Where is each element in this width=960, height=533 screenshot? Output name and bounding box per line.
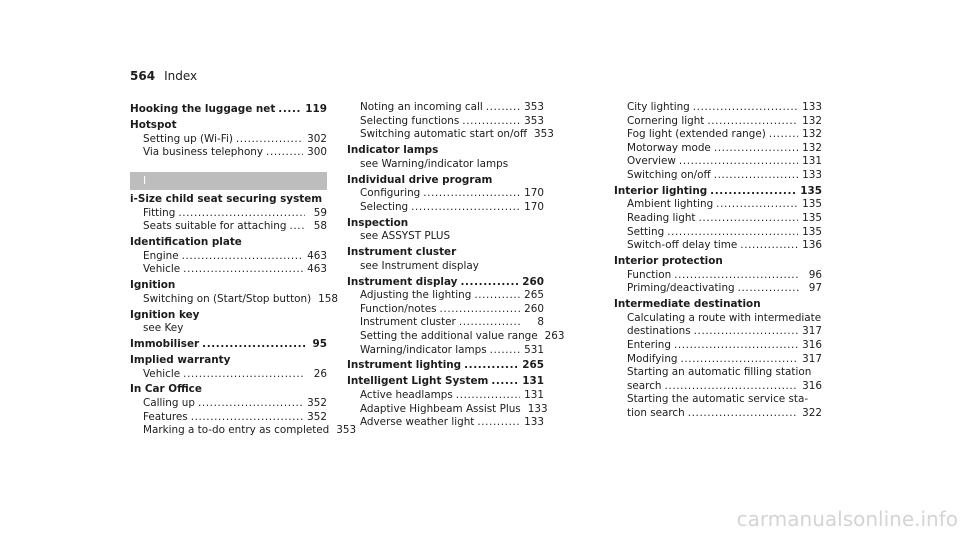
entry-page-ref[interactable]: 95 bbox=[312, 338, 327, 351]
entry-term: Function bbox=[627, 268, 672, 281]
entry-term: i-Size child seat securing system bbox=[130, 192, 323, 205]
entry-page-ref[interactable]: 317 bbox=[802, 325, 822, 338]
index-subentry bbox=[347, 289, 544, 303]
dot-leader bbox=[462, 115, 520, 129]
entry-page-ref[interactable]: 353 bbox=[336, 424, 357, 437]
entry-term: Features bbox=[143, 410, 188, 423]
dot-leader bbox=[769, 128, 798, 142]
entry-term: Engine bbox=[143, 249, 179, 262]
entry-term: Vehicle bbox=[143, 263, 181, 276]
index-column-3 bbox=[614, 101, 822, 421]
index-entry bbox=[347, 375, 544, 389]
watermark: carmanualsonline.info bbox=[736, 507, 958, 531]
index-subentry bbox=[130, 133, 327, 147]
index-entry bbox=[130, 338, 327, 352]
index-entry bbox=[614, 298, 822, 312]
entry-term: Setting the additional value range bbox=[360, 329, 538, 342]
entry-page-ref[interactable]: 96 bbox=[808, 268, 822, 281]
entry-page-ref[interactable]: 353 bbox=[524, 101, 544, 113]
index-subentry bbox=[130, 220, 327, 234]
entry-term: Noting an incoming call bbox=[360, 101, 483, 113]
dot-leader bbox=[714, 169, 798, 183]
dot-leader bbox=[694, 325, 799, 339]
dot-leader bbox=[183, 263, 303, 277]
page-header bbox=[130, 69, 197, 83]
dot-leader bbox=[456, 389, 520, 403]
dot-leader bbox=[474, 289, 520, 303]
index-subentry bbox=[614, 282, 822, 296]
entry-term: Modifying bbox=[627, 352, 678, 365]
entry-term: Interior lighting bbox=[614, 184, 708, 197]
entry-page-ref[interactable]: 170 bbox=[524, 187, 544, 200]
dot-leader bbox=[290, 220, 306, 234]
index-entry bbox=[347, 217, 544, 231]
index-subentry bbox=[614, 169, 822, 183]
index-subentry bbox=[130, 263, 327, 277]
dot-leader bbox=[491, 375, 518, 389]
entry-term: Intelligent Light System bbox=[347, 375, 489, 388]
index-subentry bbox=[347, 158, 544, 172]
dot-leader bbox=[716, 198, 798, 212]
entry-page-ref[interactable]: 463 bbox=[307, 249, 327, 262]
dot-leader bbox=[693, 101, 798, 115]
dot-leader bbox=[486, 101, 520, 115]
dot-leader bbox=[278, 103, 301, 117]
entry-page-ref[interactable]: 97 bbox=[808, 282, 822, 295]
dot-leader bbox=[681, 353, 799, 367]
entry-page-ref[interactable]: 133 bbox=[524, 416, 544, 429]
entry-term: Seats suitable for attaching bbox=[143, 220, 287, 233]
dot-leader bbox=[411, 201, 520, 215]
entry-term: Fitting bbox=[143, 206, 176, 219]
dot-leader bbox=[440, 303, 521, 317]
entry-page-ref[interactable]: 135 bbox=[800, 184, 822, 197]
dot-leader bbox=[236, 133, 303, 147]
dot-leader bbox=[667, 226, 798, 240]
dot-leader bbox=[707, 115, 798, 129]
entry-term: see ASSYST PLUS bbox=[360, 230, 451, 243]
entry-term: Adaptive Highbeam Assist Plus bbox=[360, 402, 521, 415]
index-subentry bbox=[614, 155, 822, 169]
entry-page-ref[interactable]: 263 bbox=[544, 329, 565, 342]
index-subentry bbox=[347, 201, 544, 215]
index-subentry bbox=[614, 101, 822, 115]
index-subentry bbox=[347, 402, 548, 417]
entry-term: Switching on (Start/Stop button) bbox=[143, 292, 312, 305]
entry-page-ref[interactable]: 260 bbox=[524, 302, 544, 315]
entry-page-ref[interactable]: 322 bbox=[802, 406, 822, 419]
entry-term: Selecting bbox=[360, 200, 409, 213]
dot-leader bbox=[182, 250, 304, 264]
entry-term: Entering bbox=[627, 338, 671, 351]
dot-leader bbox=[710, 185, 796, 199]
index-subentry bbox=[130, 411, 327, 425]
entry-term: Calling up bbox=[143, 397, 195, 410]
entry-term: Ambient lighting bbox=[627, 198, 714, 211]
entry-term: see Warning/indicator lamps bbox=[360, 157, 509, 170]
dot-leader bbox=[665, 380, 799, 394]
index-subentry bbox=[130, 207, 327, 221]
entry-term: Instrument cluster bbox=[347, 246, 457, 259]
entry-page-ref[interactable]: 136 bbox=[802, 239, 822, 252]
index-subentry bbox=[614, 198, 822, 212]
entry-page-ref[interactable]: 59 bbox=[313, 206, 327, 219]
entry-term: Calculating a route with intermediate bbox=[627, 311, 822, 324]
entry-term: Adverse weather light bbox=[360, 416, 475, 429]
entry-page-ref[interactable]: 300 bbox=[307, 146, 327, 159]
index-subentry bbox=[130, 397, 327, 411]
entry-term: Priming/deactivating bbox=[627, 282, 735, 295]
entry-page-ref[interactable]: 133 bbox=[527, 402, 548, 415]
entry-page-ref[interactable]: 260 bbox=[522, 275, 544, 288]
entry-term: Hotspot bbox=[130, 119, 177, 132]
index-subentry bbox=[347, 389, 544, 403]
entry-term: Interior protection bbox=[614, 255, 723, 268]
index-subentry bbox=[347, 303, 544, 317]
entry-page-ref[interactable]: 353 bbox=[534, 128, 554, 141]
entry-term: Inspection bbox=[347, 216, 409, 229]
entry-term: tion search bbox=[627, 406, 685, 419]
entry-term: Selecting functions bbox=[360, 114, 460, 127]
entry-page-ref[interactable]: 132 bbox=[802, 141, 822, 154]
entry-term: Instrument display bbox=[347, 275, 458, 288]
index-column-2 bbox=[347, 101, 565, 430]
entry-term: Via business telephony bbox=[143, 146, 264, 159]
entry-page-ref[interactable]: 316 bbox=[802, 379, 822, 392]
entry-term: Warning/indicator lamps bbox=[360, 343, 487, 356]
index-subentry bbox=[130, 146, 327, 160]
entry-page-ref[interactable]: 135 bbox=[802, 212, 822, 225]
entry-term: Implied warranty bbox=[130, 353, 231, 366]
dot-leader bbox=[266, 146, 303, 160]
index-entry bbox=[347, 359, 544, 373]
entry-page-ref[interactable]: 158 bbox=[318, 292, 339, 305]
dot-leader bbox=[688, 407, 798, 421]
dot-leader bbox=[459, 316, 522, 330]
entry-term: destinations bbox=[627, 325, 691, 338]
index-entry bbox=[130, 103, 327, 117]
index-entry bbox=[347, 276, 544, 290]
entry-term: Intermediate destination bbox=[614, 298, 761, 311]
dot-leader bbox=[490, 344, 521, 358]
dot-leader bbox=[714, 142, 798, 156]
dot-leader bbox=[679, 155, 798, 169]
dot-leader bbox=[183, 368, 305, 382]
index-subentry bbox=[614, 226, 822, 240]
index-subentry bbox=[130, 424, 357, 438]
entry-term: Configuring bbox=[360, 187, 421, 200]
index-subentry bbox=[614, 312, 822, 326]
index-subentry bbox=[614, 380, 822, 394]
entry-term: Marking a to-do entry as completed bbox=[143, 424, 330, 437]
index-subentry bbox=[347, 128, 554, 142]
section-letter-bar: I bbox=[130, 172, 327, 190]
index-entry bbox=[347, 246, 544, 260]
entry-page-ref[interactable]: 131 bbox=[522, 375, 544, 388]
index-entry bbox=[130, 279, 327, 293]
entry-term: City lighting bbox=[627, 101, 690, 113]
entry-term: Ignition bbox=[130, 279, 176, 292]
entry-term: In Car Office bbox=[130, 383, 202, 396]
entry-page-ref[interactable]: 131 bbox=[524, 388, 544, 401]
entry-term: Individual drive program bbox=[347, 173, 493, 186]
index-subentry bbox=[614, 339, 822, 353]
entry-page-ref[interactable]: 135 bbox=[802, 225, 822, 238]
entry-term: see Instrument display bbox=[360, 259, 479, 272]
index-entry bbox=[130, 193, 327, 207]
entry-page-ref[interactable]: 132 bbox=[802, 114, 822, 127]
entry-page-ref[interactable]: 531 bbox=[524, 343, 544, 356]
entry-term: Starting an automatic filling station bbox=[627, 366, 812, 379]
dot-leader bbox=[178, 207, 305, 221]
index-subentry bbox=[614, 212, 822, 226]
entry-term: Active headlamps bbox=[360, 388, 453, 401]
index-subentry bbox=[347, 416, 544, 430]
entry-page-ref[interactable]: 352 bbox=[307, 410, 327, 423]
entry-page-ref[interactable]: 265 bbox=[524, 289, 544, 302]
dot-leader bbox=[423, 187, 520, 201]
dot-leader bbox=[738, 282, 800, 296]
index-subentry bbox=[347, 329, 565, 344]
entry-term: Motorway mode bbox=[627, 141, 711, 154]
entry-page-ref[interactable]: 58 bbox=[313, 220, 327, 233]
entry-term: Setting bbox=[627, 225, 665, 238]
index-subentry bbox=[347, 344, 544, 358]
index-subentry bbox=[347, 230, 544, 244]
dot-leader bbox=[191, 411, 303, 425]
index-subentry bbox=[347, 187, 544, 201]
entry-term: see Key bbox=[143, 322, 184, 335]
index-subentry bbox=[614, 128, 822, 142]
page-number: 564 bbox=[130, 69, 156, 83]
entry-term: Function/notes bbox=[360, 302, 437, 315]
dot-leader bbox=[740, 239, 798, 253]
index-subentry bbox=[614, 353, 822, 367]
index-entry bbox=[130, 383, 327, 397]
entry-term: Switching automatic start on/off bbox=[360, 128, 528, 141]
entry-term: Fog light (extended range) bbox=[627, 128, 766, 141]
entry-page-ref[interactable]: 170 bbox=[524, 200, 544, 213]
entry-term: Instrument lighting bbox=[347, 359, 462, 372]
dot-leader bbox=[464, 359, 518, 373]
index-subentry bbox=[614, 142, 822, 156]
entry-term: Reading light bbox=[627, 212, 696, 225]
index-subentry bbox=[614, 393, 822, 407]
index-subentry bbox=[130, 292, 339, 307]
index-subentry bbox=[347, 115, 544, 129]
entry-page-ref[interactable]: 265 bbox=[522, 359, 544, 372]
entry-page-ref[interactable]: 133 bbox=[802, 168, 822, 181]
entry-page-ref[interactable]: 132 bbox=[802, 128, 822, 141]
index-entry bbox=[614, 185, 822, 199]
index-subentry bbox=[347, 316, 544, 330]
dot-leader bbox=[674, 269, 800, 283]
entry-page-ref[interactable]: 353 bbox=[524, 114, 544, 127]
entry-term: Adjusting the lighting bbox=[360, 289, 472, 302]
entry-page-ref[interactable]: 133 bbox=[802, 101, 822, 113]
index-subentry bbox=[614, 325, 822, 339]
entry-term: search bbox=[627, 379, 662, 392]
entry-term: Identification plate bbox=[130, 236, 242, 249]
entry-term: Ignition key bbox=[130, 308, 200, 321]
index-subentry bbox=[614, 366, 822, 380]
dot-leader bbox=[699, 212, 799, 226]
entry-page-ref[interactable]: 352 bbox=[307, 397, 327, 410]
entry-term: Setting up (Wi-Fi) bbox=[143, 132, 233, 145]
index-entry bbox=[130, 119, 327, 133]
entry-page-ref[interactable]: 463 bbox=[307, 263, 327, 276]
index-entry bbox=[347, 174, 544, 188]
index-subentry bbox=[614, 407, 822, 421]
dot-leader bbox=[202, 338, 305, 352]
entry-term: Starting the automatic service sta- bbox=[627, 393, 809, 406]
dot-leader bbox=[460, 276, 518, 290]
entry-term: Indicator lamps bbox=[347, 144, 439, 157]
entry-page-ref[interactable]: 131 bbox=[802, 155, 822, 168]
index-subentry bbox=[130, 368, 327, 382]
index-subentry bbox=[130, 250, 327, 264]
index-entry bbox=[130, 309, 327, 323]
index-entry bbox=[130, 236, 327, 250]
entry-page-ref[interactable]: 135 bbox=[802, 198, 822, 211]
entry-page-ref[interactable]: 317 bbox=[802, 352, 822, 365]
page-title: Index bbox=[164, 69, 198, 83]
dot-leader bbox=[674, 339, 798, 353]
entry-page-ref[interactable]: 316 bbox=[802, 338, 822, 351]
index-subentry bbox=[614, 239, 822, 253]
index-subentry bbox=[347, 260, 544, 274]
index-subentry bbox=[347, 101, 544, 115]
entry-page-ref[interactable]: 26 bbox=[313, 367, 327, 380]
entry-term: Immobiliser bbox=[130, 338, 200, 351]
dot-leader bbox=[198, 397, 303, 411]
entry-term: Cornering light bbox=[627, 114, 705, 127]
entry-term: Vehicle bbox=[143, 367, 181, 380]
entry-term: Hooking the luggage net bbox=[130, 103, 276, 116]
index-entry bbox=[614, 255, 822, 269]
index-entry bbox=[347, 144, 544, 158]
index-column-1 bbox=[130, 101, 357, 438]
index-entry bbox=[130, 354, 327, 368]
entry-term: Switch-off delay time bbox=[627, 239, 738, 252]
index-subentry bbox=[614, 115, 822, 129]
dot-leader bbox=[477, 416, 520, 430]
entry-page-ref[interactable]: 119 bbox=[305, 103, 327, 116]
index-subentry bbox=[130, 322, 327, 336]
entry-term: Overview bbox=[627, 155, 676, 168]
entry-term: Instrument cluster bbox=[360, 316, 456, 329]
entry-page-ref[interactable]: 302 bbox=[307, 132, 327, 145]
entry-page-ref[interactable]: 8 bbox=[537, 316, 544, 329]
index-subentry bbox=[614, 269, 822, 283]
entry-term: Switching on/off bbox=[627, 168, 711, 181]
